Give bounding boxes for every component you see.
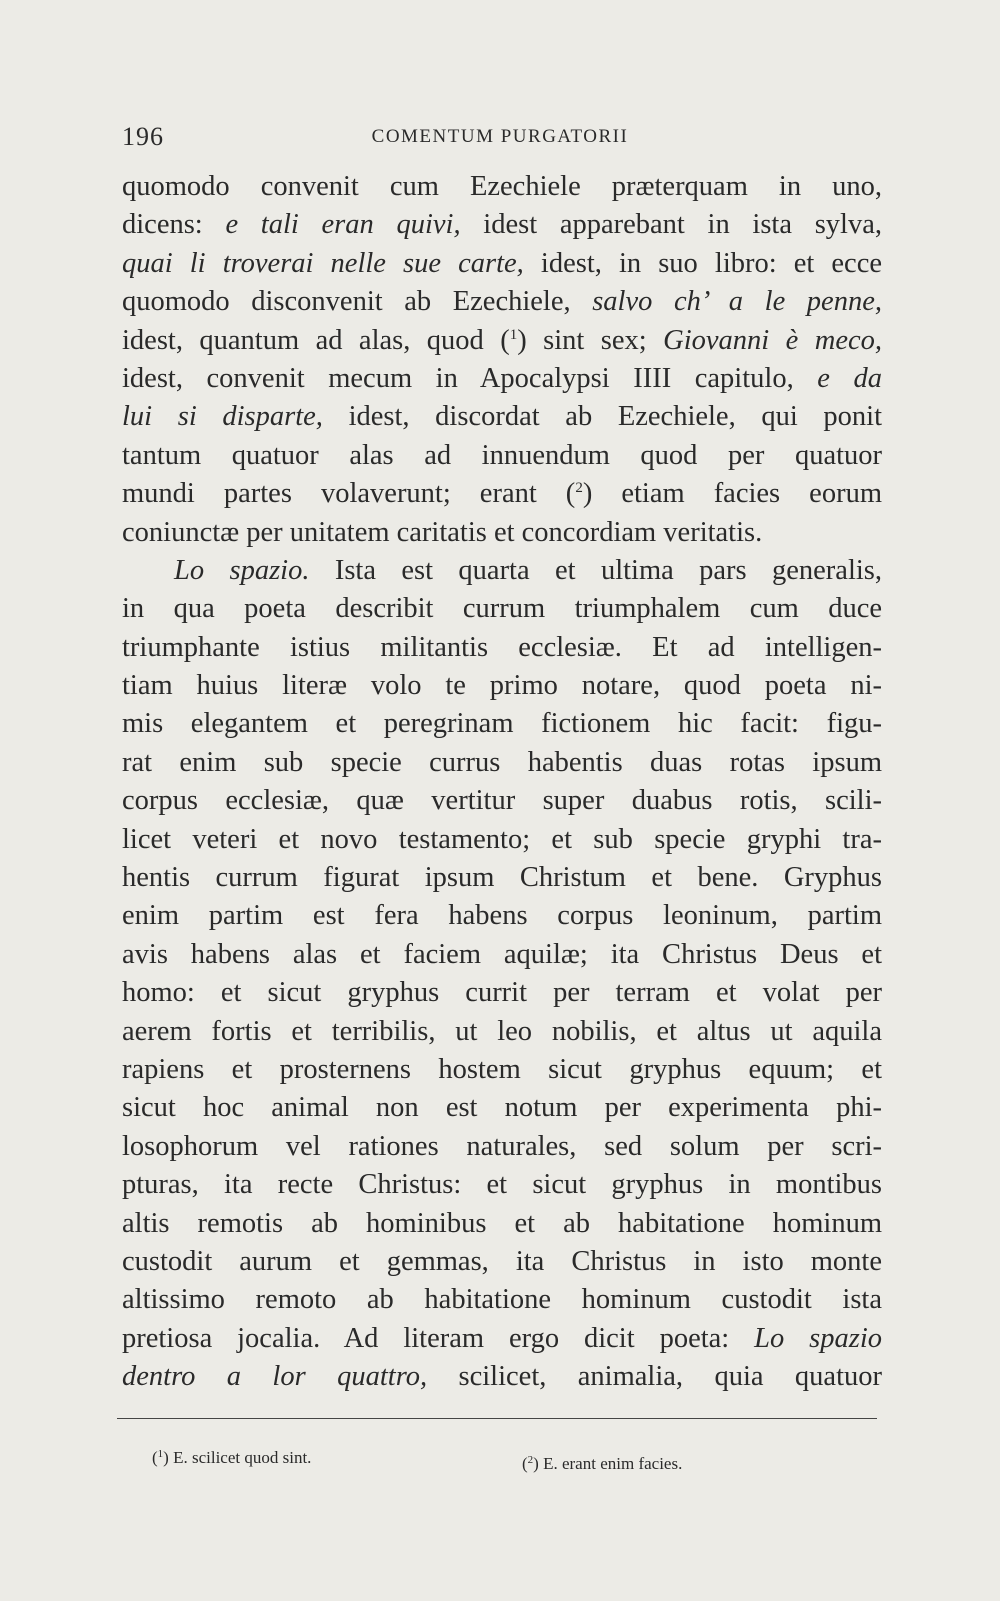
text-segment: mundi partes volaverunt; erant ( (122, 478, 576, 510)
text-line (122, 322, 882, 360)
text-segment: pturas, ita recte Christus: et sicut gryphus in montibus (122, 1169, 882, 1201)
text-segment: in qua poeta describit currum triumphalem cum duce (122, 593, 882, 625)
text-line (122, 1320, 882, 1358)
text-line (122, 1243, 882, 1281)
text-line (122, 667, 882, 705)
text-segment: avis habens alas et faciem aquilæ; ita Christus Deus et (122, 938, 882, 970)
text-segment: idest, quantum ad alas, quod ( (122, 324, 510, 356)
text-segment: idest, discordat ab Ezechiele, qui ponit (322, 401, 882, 433)
text-line (122, 974, 882, 1012)
text-line (122, 629, 882, 667)
footnote-marker: 1 (509, 326, 518, 343)
text-line (122, 1166, 882, 1204)
page-number: 196 (122, 122, 164, 151)
main-text (122, 168, 882, 1397)
text-segment: idest, convenit mecum in Apocalypsi IIII capitulo, (122, 362, 818, 394)
italic-quotation: Lo spazio. (174, 554, 310, 586)
text-line (122, 552, 882, 590)
text-segment: tantum quatuor alas ad innuendum quod per quatuor (122, 439, 882, 471)
footnote-marker: 2 (575, 480, 583, 497)
text-segment: rapiens et prosternens hostem sicut gryphus equum; et (122, 1053, 882, 1085)
text-line (122, 1128, 882, 1166)
text-line (122, 283, 882, 321)
text-segment: homo: et sicut gryphus currit per terram et volat per (122, 977, 882, 1009)
running-title: COMENTUM PURGATORII (371, 126, 629, 147)
text-line (122, 398, 882, 436)
text-segment: idest, in suo libro: et ecce (523, 247, 883, 279)
text-line (122, 514, 882, 552)
text-segment: quomodo convenit cum Ezechiele præterquam in uno, (122, 171, 882, 202)
text-line (122, 897, 882, 935)
text-segment: altis remotis ab hominibus et ab habitatione hominum (122, 1207, 882, 1239)
italic-quotation: lui si disparte, (122, 401, 323, 433)
text-segment: pretiosa jocalia. Ad literam ergo dicit poeta: (122, 1322, 755, 1354)
italic-quotation: Lo spazio (754, 1322, 882, 1354)
text-segment: enim partim est fera habens corpus leoninum, partim (122, 900, 882, 932)
text-line (122, 1281, 882, 1319)
text-line (122, 437, 882, 475)
text-segment: sicut hoc animal non est notum per experimenta phi- (122, 1092, 882, 1124)
footnote-1: ($^1$) E. scilicet quod sint. (152, 1448, 312, 1467)
text-segment: dicens: (122, 209, 226, 241)
text-line (122, 782, 882, 820)
text-line (122, 1013, 882, 1051)
italic-quotation: salvo ch’ a le penne, (592, 286, 882, 318)
text-line (122, 1089, 882, 1127)
text-line (122, 705, 882, 743)
text-line (122, 821, 882, 859)
text-line (122, 168, 882, 206)
text-line (122, 1051, 882, 1089)
text-segment: altissimo remoto ab habitatione hominum custodit ista (122, 1284, 882, 1316)
text-segment: ) etiam facies eorum (582, 478, 882, 510)
text-line (122, 1205, 882, 1243)
text-segment: aerem fortis et terribilis, ut leo nobilis, et altus ut aquila (122, 1015, 882, 1047)
text-line (122, 206, 882, 244)
text-segment: custodit aurum et gemmas, ita Christus in isto monte (122, 1245, 882, 1277)
text-segment: quomodo disconvenit ab Ezechiele, (122, 286, 593, 318)
footnote-2: ($^2$) E. erant enim facies. (522, 1454, 683, 1473)
italic-quotation: dentro a lor quattro, (122, 1361, 428, 1393)
text-segment: tiam huius literæ volo te primo notare, quod poeta ni- (122, 670, 882, 702)
text-segment: scilicet, animalia, quia quatuor (427, 1361, 882, 1393)
text-line (122, 475, 882, 513)
italic-quotation: e tali eran quivi, (225, 209, 461, 241)
text-line (122, 245, 882, 283)
text-line (122, 744, 882, 782)
text-segment: rat enim sub specie currus habentis duas rotas ipsum (122, 746, 882, 778)
text-line (122, 859, 882, 897)
text-line (122, 936, 882, 974)
footnote-rule (117, 1418, 877, 1419)
italic-quotation: Giovanni è meco, (663, 324, 882, 356)
text-segment: coniunctæ per unitatem caritatis et concordiam veritatis. (122, 516, 763, 548)
text-segment: corpus ecclesiæ, quæ vertitur super duabus rotis, scili- (122, 785, 882, 817)
text-segment: licet veteri et novo testamento; et sub specie gryphi tra- (122, 823, 882, 855)
text-segment: ) sint sex; (517, 324, 664, 356)
text-segment: losophorum vel rationes naturales, sed solum per scri- (122, 1130, 882, 1162)
text-line (122, 590, 882, 628)
text-segment: triumphante istius militantis ecclesiæ. Et ad intelligen- (122, 631, 882, 663)
text-segment: idest apparebant in ista sylva, (460, 209, 882, 241)
italic-quotation: e da (817, 362, 882, 394)
text-segment: hentis currum figurat ipsum Christum et bene. Gryphus (122, 862, 882, 894)
text-line (122, 360, 882, 398)
text-segment: mis elegantem et peregrinam fictionem hic facit: figu- (122, 708, 882, 740)
text-segment: Ista est quarta et ultima pars generalis, (309, 554, 883, 586)
italic-quotation: quai li troverai nelle sue carte, (122, 247, 524, 279)
text-line (122, 1358, 882, 1396)
